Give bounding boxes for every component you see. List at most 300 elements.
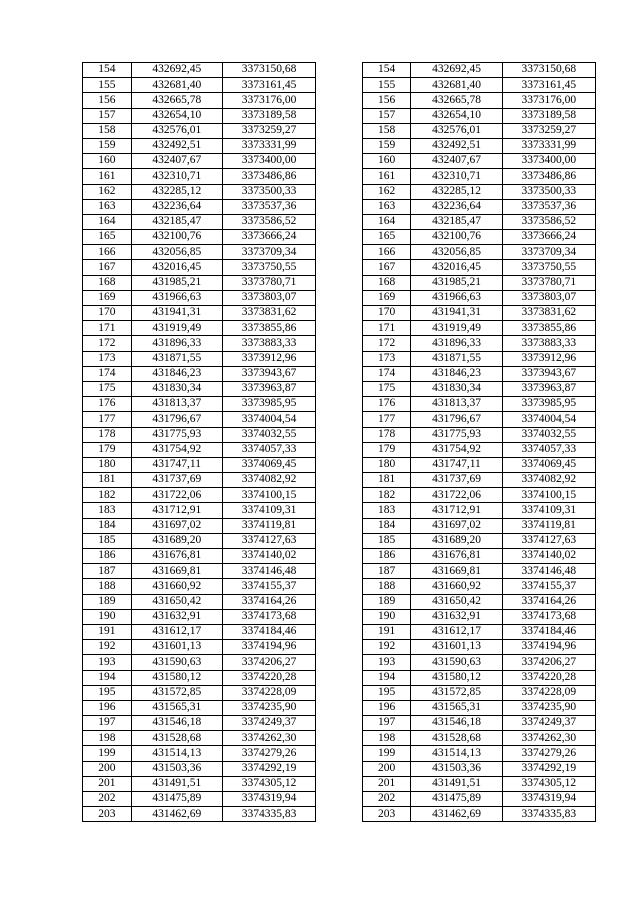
left-x-coordinate: 431722,06 [131,488,222,503]
left-point-number: 184 [83,518,132,533]
left-x-coordinate: 432576,01 [131,123,222,138]
right-x-coordinate: 431754,92 [411,442,502,457]
left-x-coordinate: 432310,71 [131,169,222,184]
right-point-number: 155 [362,78,411,93]
left-x-coordinate: 431919,49 [131,321,222,336]
left-point-number: 156 [83,93,132,108]
right-point-number: 171 [362,321,411,336]
table-gap [316,306,363,321]
right-y-coordinate: 3374109,31 [502,503,595,518]
left-y-coordinate: 3373150,68 [222,63,315,78]
right-y-coordinate: 3373803,07 [502,290,595,305]
left-y-coordinate: 3374100,15 [222,488,315,503]
right-y-coordinate: 3374249,37 [502,716,595,731]
left-y-coordinate: 3374082,92 [222,473,315,488]
left-x-coordinate: 432100,76 [131,230,222,245]
left-y-coordinate: 3374305,12 [222,776,315,791]
table-gap [316,290,363,305]
left-x-coordinate: 431632,91 [131,609,222,624]
table-row [83,761,596,776]
table-gap [316,670,363,685]
right-y-coordinate: 3373709,34 [502,245,595,260]
left-point-number: 182 [83,488,132,503]
right-x-coordinate: 431462,69 [411,807,502,822]
table-row [83,488,596,503]
right-x-coordinate: 431546,18 [411,716,502,731]
left-x-coordinate: 431775,93 [131,427,222,442]
right-x-coordinate: 431601,13 [411,640,502,655]
right-x-coordinate: 431846,23 [411,366,502,381]
table-row [83,397,596,412]
right-y-coordinate: 3373176,00 [502,93,595,108]
table-row [83,457,596,472]
right-point-number: 166 [362,245,411,260]
left-point-number: 164 [83,214,132,229]
table-gap [316,78,363,93]
left-y-coordinate: 3374194,96 [222,640,315,655]
left-y-coordinate: 3373943,67 [222,366,315,381]
left-y-coordinate: 3374057,33 [222,442,315,457]
right-y-coordinate: 3374082,92 [502,473,595,488]
left-x-coordinate: 431747,11 [131,457,222,472]
left-x-coordinate: 432185,47 [131,214,222,229]
right-point-number: 176 [362,397,411,412]
table-gap [316,609,363,624]
right-x-coordinate: 431660,92 [411,579,502,594]
table-gap [316,503,363,518]
right-point-number: 187 [362,564,411,579]
left-point-number: 180 [83,457,132,472]
left-point-number: 179 [83,442,132,457]
left-point-number: 203 [83,807,132,822]
left-x-coordinate: 432236,64 [131,199,222,214]
right-point-number: 192 [362,640,411,655]
right-y-coordinate: 3374119,81 [502,518,595,533]
left-point-number: 186 [83,549,132,564]
right-x-coordinate: 431697,02 [411,518,502,533]
right-y-coordinate: 3373943,67 [502,366,595,381]
right-y-coordinate: 3373855,86 [502,321,595,336]
left-y-coordinate: 3374127,63 [222,533,315,548]
left-x-coordinate: 431514,13 [131,746,222,761]
right-x-coordinate: 431572,85 [411,685,502,700]
table-row [83,640,596,655]
left-point-number: 175 [83,381,132,396]
right-x-coordinate: 432056,85 [411,245,502,260]
right-y-coordinate: 3374184,46 [502,624,595,639]
table-gap [316,807,363,822]
right-point-number: 196 [362,700,411,715]
left-point-number: 168 [83,275,132,290]
table-gap [316,731,363,746]
right-point-number: 154 [362,63,411,78]
right-y-coordinate: 3373259,27 [502,123,595,138]
right-y-coordinate: 3373161,45 [502,78,595,93]
table-row [83,245,596,260]
left-point-number: 191 [83,624,132,639]
table-gap [316,63,363,78]
right-x-coordinate: 432681,40 [411,78,502,93]
left-x-coordinate: 431813,37 [131,397,222,412]
left-y-coordinate: 3373963,87 [222,381,315,396]
left-point-number: 181 [83,473,132,488]
right-point-number: 169 [362,290,411,305]
right-x-coordinate: 432285,12 [411,184,502,199]
table-gap [316,473,363,488]
right-y-coordinate: 3373150,68 [502,63,595,78]
left-point-number: 200 [83,761,132,776]
right-y-coordinate: 3373586,52 [502,214,595,229]
table-gap [316,579,363,594]
right-point-number: 186 [362,549,411,564]
right-x-coordinate: 431676,81 [411,549,502,564]
left-x-coordinate: 431503,36 [131,761,222,776]
right-x-coordinate: 431514,13 [411,746,502,761]
table-gap [316,685,363,700]
table-row [83,184,596,199]
right-point-number: 163 [362,199,411,214]
coordinate-table [82,62,596,822]
right-x-coordinate: 431871,55 [411,351,502,366]
left-x-coordinate: 432056,85 [131,245,222,260]
table-row [83,579,596,594]
right-point-number: 161 [362,169,411,184]
right-y-coordinate: 3374305,12 [502,776,595,791]
table-gap [316,533,363,548]
right-point-number: 162 [362,184,411,199]
table-row [83,473,596,488]
left-y-coordinate: 3374228,09 [222,685,315,700]
right-y-coordinate: 3374262,30 [502,731,595,746]
table-gap [316,366,363,381]
right-y-coordinate: 3374173,68 [502,609,595,624]
table-gap [316,716,363,731]
table-row [83,549,596,564]
left-point-number: 183 [83,503,132,518]
left-x-coordinate: 431462,69 [131,807,222,822]
right-x-coordinate: 431813,37 [411,397,502,412]
left-x-coordinate: 431650,42 [131,594,222,609]
left-point-number: 159 [83,138,132,153]
right-point-number: 202 [362,792,411,807]
left-x-coordinate: 431796,67 [131,412,222,427]
right-y-coordinate: 3373831,62 [502,306,595,321]
left-x-coordinate: 432665,78 [131,93,222,108]
table-gap [316,549,363,564]
left-point-number: 162 [83,184,132,199]
table-gap [316,640,363,655]
left-point-number: 167 [83,260,132,275]
right-point-number: 183 [362,503,411,518]
table-row [83,655,596,670]
right-x-coordinate: 431491,51 [411,776,502,791]
right-y-coordinate: 3374228,09 [502,685,595,700]
coordinate-table-body [83,63,596,822]
right-x-coordinate: 431896,33 [411,336,502,351]
right-point-number: 168 [362,275,411,290]
left-x-coordinate: 431846,23 [131,366,222,381]
left-x-coordinate: 432492,51 [131,138,222,153]
left-x-coordinate: 431601,13 [131,640,222,655]
table-row [83,564,596,579]
left-point-number: 160 [83,154,132,169]
right-x-coordinate: 431612,17 [411,624,502,639]
left-x-coordinate: 432016,45 [131,260,222,275]
right-x-coordinate: 431650,42 [411,594,502,609]
right-x-coordinate: 431985,21 [411,275,502,290]
right-y-coordinate: 3374319,94 [502,792,595,807]
right-y-coordinate: 3373486,86 [502,169,595,184]
table-gap [316,275,363,290]
left-point-number: 199 [83,746,132,761]
table-gap [316,245,363,260]
right-y-coordinate: 3373750,55 [502,260,595,275]
table-gap [316,321,363,336]
right-x-coordinate: 431689,20 [411,533,502,548]
left-y-coordinate: 3373586,52 [222,214,315,229]
right-point-number: 157 [362,108,411,123]
left-x-coordinate: 431676,81 [131,549,222,564]
left-y-coordinate: 3374004,54 [222,412,315,427]
right-x-coordinate: 432665,78 [411,93,502,108]
right-y-coordinate: 3373883,33 [502,336,595,351]
table-gap [316,93,363,108]
left-point-number: 193 [83,655,132,670]
left-y-coordinate: 3373912,96 [222,351,315,366]
right-x-coordinate: 431966,63 [411,290,502,305]
right-y-coordinate: 3374069,45 [502,457,595,472]
right-y-coordinate: 3373331,99 [502,138,595,153]
left-y-coordinate: 3373537,36 [222,199,315,214]
table-row [83,503,596,518]
left-x-coordinate: 431712,91 [131,503,222,518]
right-point-number: 160 [362,154,411,169]
right-y-coordinate: 3374155,37 [502,579,595,594]
right-point-number: 182 [362,488,411,503]
table-row [83,381,596,396]
left-x-coordinate: 431612,17 [131,624,222,639]
left-x-coordinate: 431941,31 [131,306,222,321]
table-row [83,746,596,761]
table-gap [316,457,363,472]
table-gap [316,214,363,229]
left-point-number: 189 [83,594,132,609]
left-x-coordinate: 431660,92 [131,579,222,594]
left-x-coordinate: 431830,34 [131,381,222,396]
table-row [83,63,596,78]
left-y-coordinate: 3374220,28 [222,670,315,685]
right-point-number: 200 [362,761,411,776]
right-x-coordinate: 431941,31 [411,306,502,321]
left-x-coordinate: 432692,45 [131,63,222,78]
right-x-coordinate: 431503,36 [411,761,502,776]
right-y-coordinate: 3374127,63 [502,533,595,548]
left-point-number: 177 [83,412,132,427]
right-y-coordinate: 3374100,15 [502,488,595,503]
right-y-coordinate: 3373400,00 [502,154,595,169]
right-y-coordinate: 3374057,33 [502,442,595,457]
right-x-coordinate: 431632,91 [411,609,502,624]
left-x-coordinate: 431491,51 [131,776,222,791]
right-x-coordinate: 431712,91 [411,503,502,518]
table-row [83,306,596,321]
table-gap [316,230,363,245]
left-x-coordinate: 431590,63 [131,655,222,670]
left-y-coordinate: 3374335,83 [222,807,315,822]
table-row [83,366,596,381]
left-point-number: 187 [83,564,132,579]
right-y-coordinate: 3373500,33 [502,184,595,199]
table-row [83,230,596,245]
right-point-number: 191 [362,624,411,639]
table-row [83,154,596,169]
right-x-coordinate: 432492,51 [411,138,502,153]
table-gap [316,488,363,503]
left-y-coordinate: 3373500,33 [222,184,315,199]
table-row [83,609,596,624]
table-gap [316,336,363,351]
table-row [83,351,596,366]
left-point-number: 172 [83,336,132,351]
table-gap [316,260,363,275]
left-y-coordinate: 3373189,58 [222,108,315,123]
left-point-number: 154 [83,63,132,78]
left-point-number: 155 [83,78,132,93]
right-point-number: 175 [362,381,411,396]
table-row [83,427,596,442]
table-gap [316,108,363,123]
left-x-coordinate: 432681,40 [131,78,222,93]
right-x-coordinate: 432016,45 [411,260,502,275]
right-y-coordinate: 3373912,96 [502,351,595,366]
right-point-number: 185 [362,533,411,548]
table-row [83,78,596,93]
table-row [83,776,596,791]
table-row [83,321,596,336]
left-point-number: 174 [83,366,132,381]
left-y-coordinate: 3373161,45 [222,78,315,93]
right-x-coordinate: 432407,67 [411,154,502,169]
right-x-coordinate: 431475,89 [411,792,502,807]
left-x-coordinate: 431966,63 [131,290,222,305]
left-point-number: 185 [83,533,132,548]
left-point-number: 190 [83,609,132,624]
table-row [83,199,596,214]
left-x-coordinate: 431896,33 [131,336,222,351]
table-row [83,594,596,609]
right-point-number: 195 [362,685,411,700]
table-row [83,533,596,548]
right-point-number: 164 [362,214,411,229]
right-point-number: 174 [362,366,411,381]
right-x-coordinate: 432100,76 [411,230,502,245]
table-gap [316,594,363,609]
right-y-coordinate: 3374004,54 [502,412,595,427]
table-gap [316,700,363,715]
table-gap [316,199,363,214]
left-x-coordinate: 431754,92 [131,442,222,457]
right-point-number: 158 [362,123,411,138]
table-gap [316,169,363,184]
table-row [83,685,596,700]
left-point-number: 157 [83,108,132,123]
left-x-coordinate: 431580,12 [131,670,222,685]
table-gap [316,138,363,153]
left-y-coordinate: 3374292,19 [222,761,315,776]
right-x-coordinate: 431528,68 [411,731,502,746]
left-point-number: 176 [83,397,132,412]
right-y-coordinate: 3373963,87 [502,381,595,396]
left-x-coordinate: 432654,10 [131,108,222,123]
left-point-number: 169 [83,290,132,305]
left-y-coordinate: 3373803,07 [222,290,315,305]
left-y-coordinate: 3374235,90 [222,700,315,715]
left-y-coordinate: 3373855,86 [222,321,315,336]
table-gap [316,427,363,442]
right-y-coordinate: 3374335,83 [502,807,595,822]
right-point-number: 199 [362,746,411,761]
table-row [83,93,596,108]
right-y-coordinate: 3374279,26 [502,746,595,761]
table-row [83,260,596,275]
left-x-coordinate: 431737,69 [131,473,222,488]
right-y-coordinate: 3373780,71 [502,275,595,290]
right-y-coordinate: 3374146,48 [502,564,595,579]
table-gap [316,351,363,366]
table-row [83,807,596,822]
right-point-number: 189 [362,594,411,609]
left-y-coordinate: 3373400,00 [222,154,315,169]
right-point-number: 165 [362,230,411,245]
table-row [83,108,596,123]
left-point-number: 194 [83,670,132,685]
table-row [83,670,596,685]
right-x-coordinate: 431580,12 [411,670,502,685]
left-x-coordinate: 431565,31 [131,700,222,715]
left-point-number: 170 [83,306,132,321]
table-row [83,290,596,305]
right-y-coordinate: 3374194,96 [502,640,595,655]
left-point-number: 158 [83,123,132,138]
table-row [83,731,596,746]
left-point-number: 173 [83,351,132,366]
right-point-number: 181 [362,473,411,488]
table-gap [316,624,363,639]
left-y-coordinate: 3374319,94 [222,792,315,807]
table-row [83,624,596,639]
left-point-number: 195 [83,685,132,700]
left-point-number: 188 [83,579,132,594]
left-point-number: 171 [83,321,132,336]
left-point-number: 163 [83,199,132,214]
left-y-coordinate: 3373883,33 [222,336,315,351]
left-y-coordinate: 3373176,00 [222,93,315,108]
right-y-coordinate: 3373189,58 [502,108,595,123]
right-x-coordinate: 431830,34 [411,381,502,396]
left-x-coordinate: 431546,18 [131,716,222,731]
left-x-coordinate: 431689,20 [131,533,222,548]
left-x-coordinate: 431528,68 [131,731,222,746]
left-y-coordinate: 3374262,30 [222,731,315,746]
left-x-coordinate: 431697,02 [131,518,222,533]
right-point-number: 159 [362,138,411,153]
left-y-coordinate: 3373331,99 [222,138,315,153]
left-point-number: 178 [83,427,132,442]
right-point-number: 179 [362,442,411,457]
left-y-coordinate: 3374173,68 [222,609,315,624]
table-gap [316,123,363,138]
right-x-coordinate: 431722,06 [411,488,502,503]
